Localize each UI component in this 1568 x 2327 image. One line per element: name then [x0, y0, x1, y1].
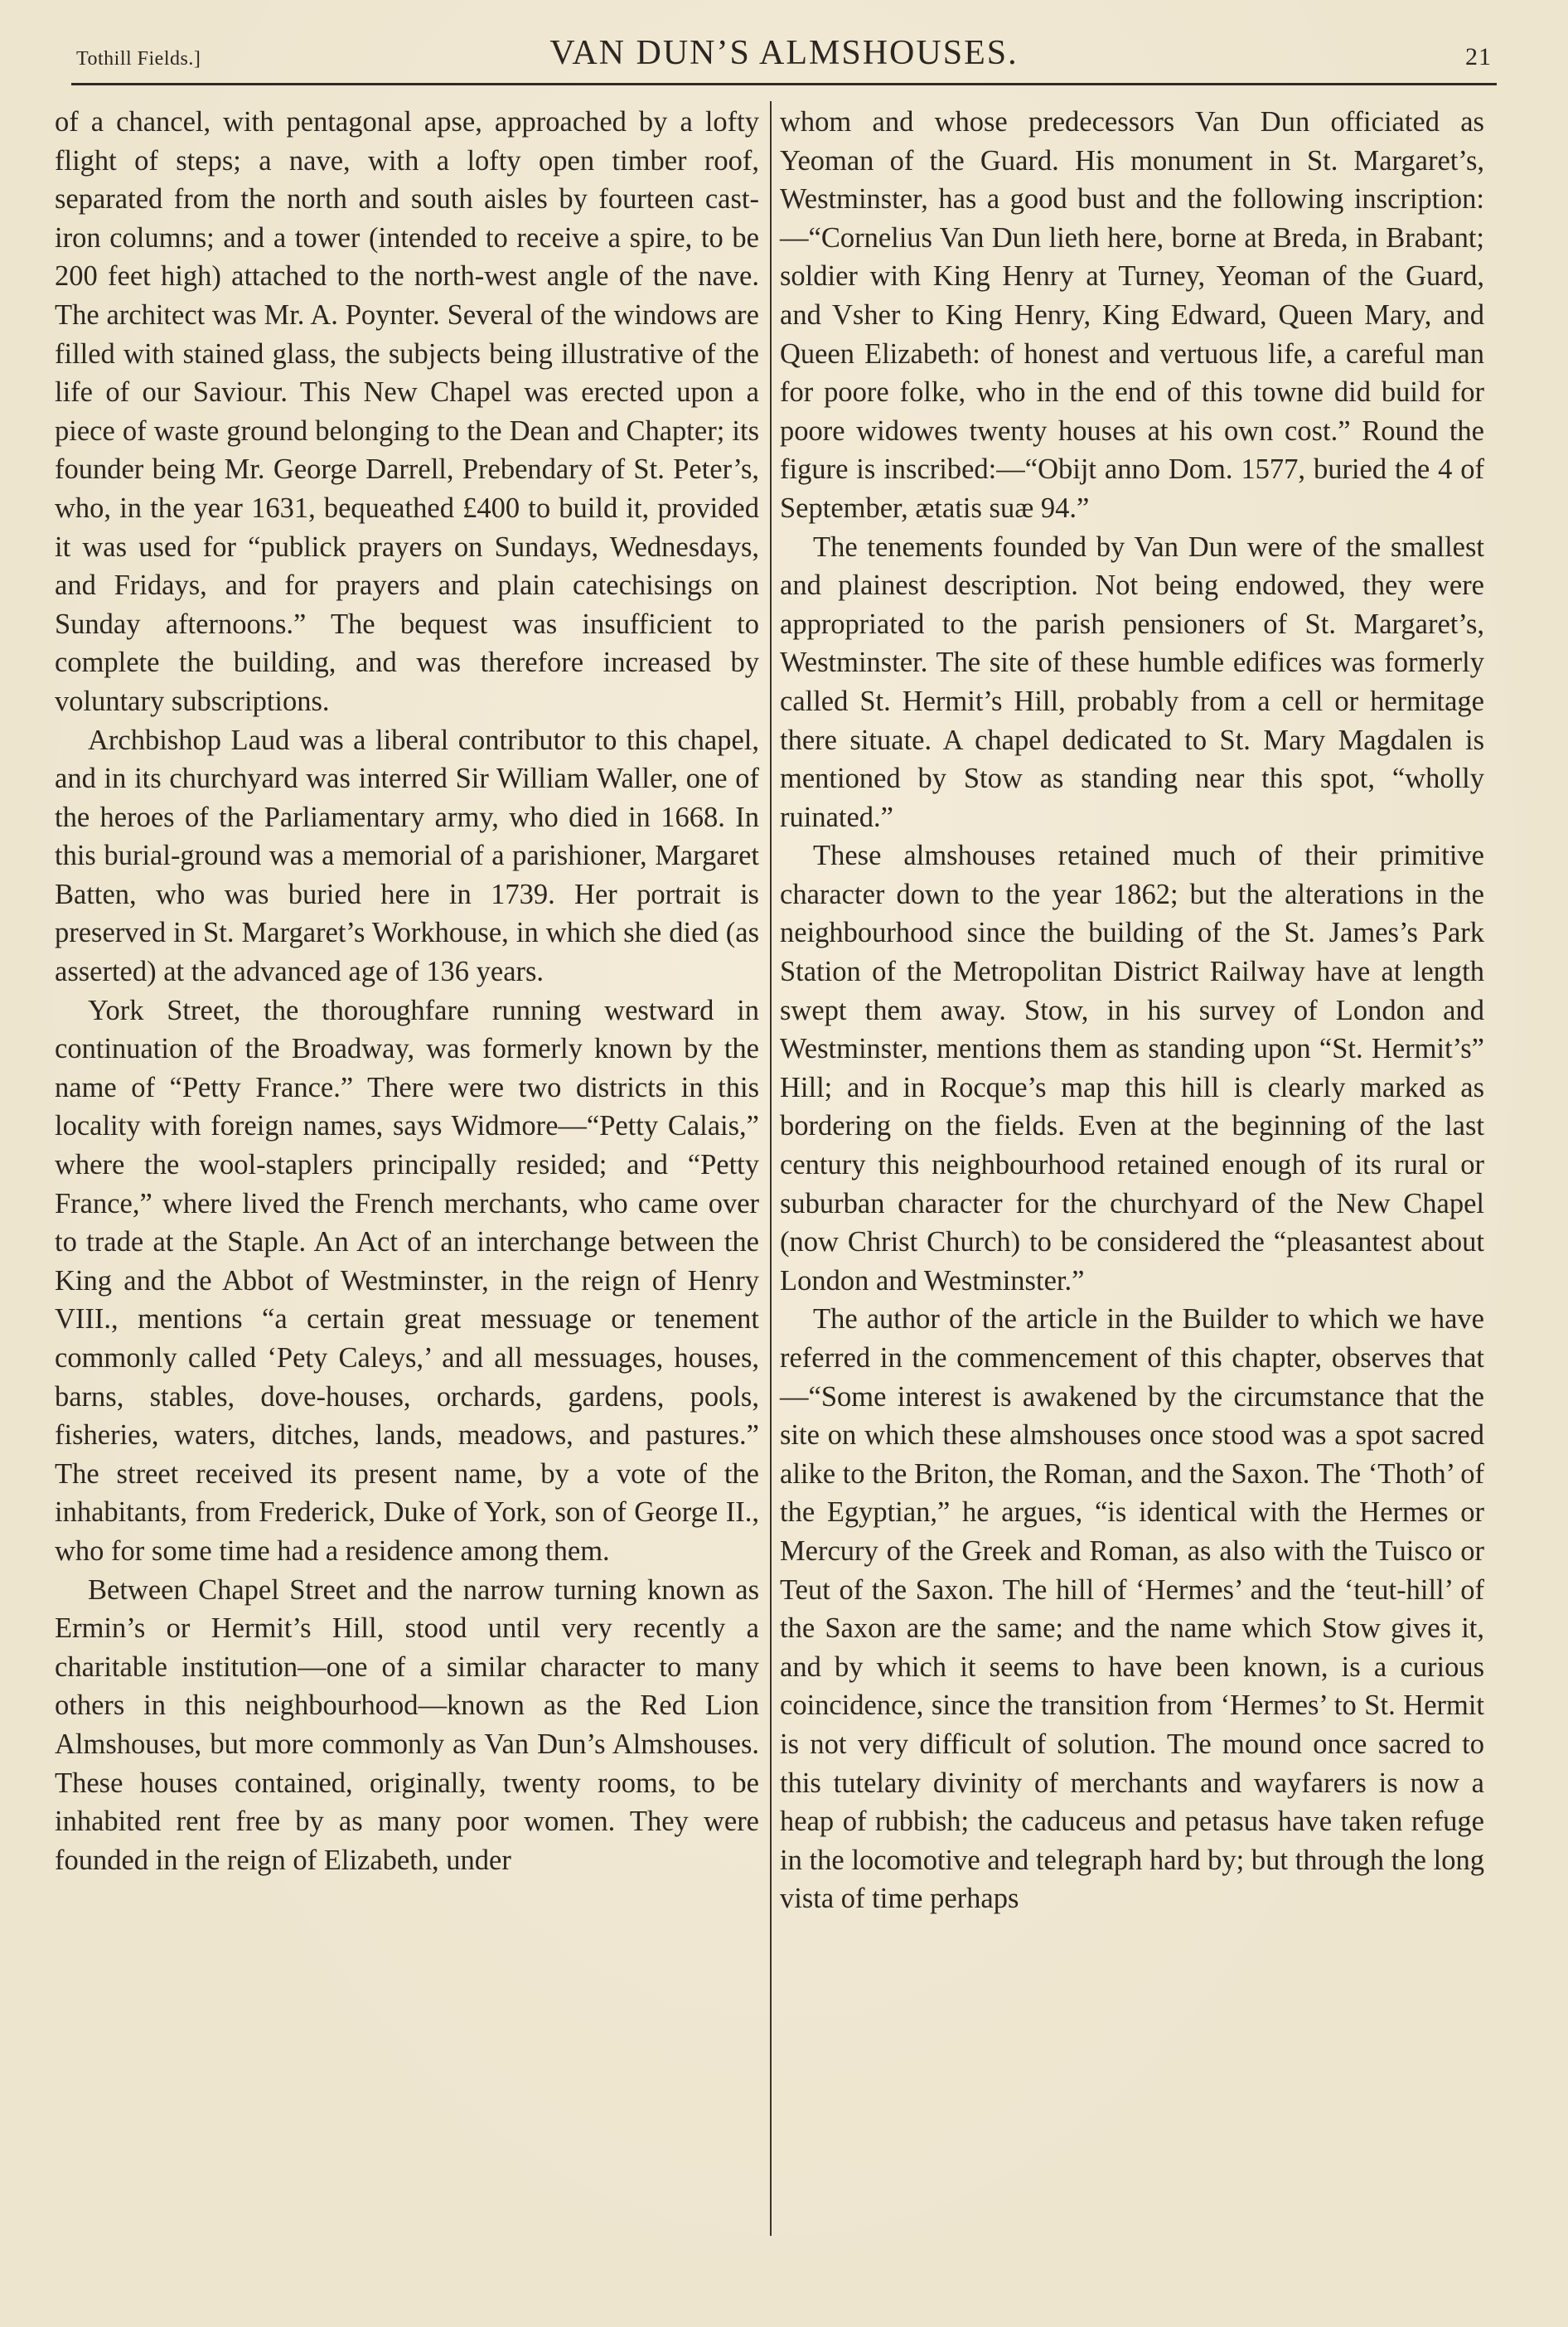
- right-column: [780, 103, 1484, 1918]
- paragraph: of a chancel, with pentagonal apse, approached by a lofty flight of steps; a nave, with a lofty open timber roof, separated from the north and south aisles by fourteen cast-iron columns; and a tower (intended to receive a spire, to be 200 feet high) attached to the north-west angle of the nave. The architect was Mr. A. Poynter. Several of the windows are filled with stained glass, the subjects being illustrative of the life of our Saviour. This New Chapel was erected upon a piece of waste ground belonging to the Dean and Chapter; its founder being Mr. George Darrell, Prebendary of St. Peter’s, who, in the year 1631, bequeathed £400 to build it, provided it was used for “publick prayers on Sundays, Wednesdays, and Fridays, and for prayers and plain catechisings on Sunday afternoons.” The bequest was insufficient to complete the building, and was therefore increased by voluntary subscriptions.: [55, 106, 759, 717]
- paragraph: Archbishop Laud was a liberal contributor to this chapel, and in its churchyard was interred Sir William Waller, one of the heroes of the Parliamentary army, who died in 1668. In this burial-ground was a memorial of a parishioner, Margaret Batten, who was buried here in 1739. Her portrait is preserved in St. Margaret’s Workhouse, in which she died (as asserted) at the advanced age of 136 years.: [55, 724, 759, 988]
- page-title: VAN DUN’S ALMSHOUSES.: [549, 34, 1019, 72]
- header-rule: [71, 83, 1497, 85]
- paragraph: The tenements founded by Van Dun were of the smallest and plainest description. Not being endowed, they were appropriated to the parish pensioners of St. Margaret’s, Westminster. The site of these humble edifices was formerly called St. Hermit’s Hill, probably from a cell or hermitage there situate. A chapel dedicated to St. Mary Magdalen is mentioned by Stow as standing near this spot, “wholly ruinated.”: [780, 531, 1484, 833]
- paragraph: These almshouses retained much of their primitive character down to the year 1862; but the alterations in the neighbourhood since the building of the St. James’s Park Station of the Metropolitan District Railway have at length swept them away. Stow, in his survey of London and Westminster, mentions them as standing upon “St. Hermit’s” Hill; and in Rocque’s map this hill is clearly marked as bordering on the fields. Even at the beginning of the last century this neighbourhood retained enough of its rural or suburban character for the churchyard of the New Chapel (now Christ Church) to be considered the “pleasantest about London and Westminster.”: [780, 840, 1484, 1297]
- left-column: [55, 103, 759, 1879]
- paragraph: York Street, the thoroughfare running westward in continuation of the Broadway, was formerly known by the name of “Petty France.” There were two districts in this locality with foreign names, says Widmore—“Petty Calais,” where the wool-staplers principally resided; and “Petty France,” where lived the French merchants, who came over to trade at the Staple. An Act of an interchange between the King and the Abbot of Westminster, in the reign of Henry VIII., mentions “a certain great messuage or tenement commonly called ‘Pety Caleys,’ and all messuages, houses, barns, stables, dove-houses, orchards, gardens, pools, fisheries, waters, ditches, lands, meadows, and pastures.” The street received its present name, by a vote of the inhabitants, from Frederick, Duke of York, son of George II., who for some time had a residence among them.: [55, 994, 759, 1567]
- paragraph: Between Chapel Street and the narrow turning known as Ermin’s or Hermit’s Hill, stood until very recently a charitable institution—one of a similar character to many others in this neighbourhood—known as the Red Lion Almshouses, but more commonly as Van Dun’s Almshouses. These houses contained, originally, twenty rooms, to be inhabited rent free by as many poor women. They were founded in the reign of Elizabeth, under: [55, 1573, 759, 1876]
- section-reference: Tothill Fields.]: [76, 48, 201, 70]
- running-head: [76, 33, 1492, 83]
- page-number: 21: [1465, 43, 1492, 70]
- column-divider: [770, 101, 772, 2236]
- paragraph: The author of the article in the Builder to which we have referred in the commencement of this chapter, observes that—“Some interest is awakened by the circumstance that the site on which these almshouses once stood was a spot sacred alike to the Briton, the Roman, and the Saxon. The ‘Thoth’ of the Egyptian,” he argues, “is identical with the Hermes or Mercury of the Greek and Roman, as also with the Tuisco or Teut of the Saxon. The hill of ‘Hermes’ and the ‘teut-hill’ of the Saxon are the same; and the name which Stow gives it, and by which it seems to have been known, is a curious coincidence, since the transition from ‘Hermes’ to St. Hermit is not very difficult of solution. The mound once sacred to this tutelary divinity of merchants and wayfarers is now a heap of rubbish; the caduceus and petasus have taken refuge in the locomotive and telegraph hard by; but through the long vista of time perhaps: [780, 1303, 1484, 1915]
- paragraph: whom and whose predecessors Van Dun officiated as Yeoman of the Guard. His monument in St. Margaret’s, Westminster, has a good bust and the following inscription:—“Cornelius Van Dun lieth here, borne at Breda, in Brabant; soldier with King Henry at Turney, Yeoman of the Guard, and Vsher to King Henry, King Edward, Queen Mary, and Queen Elizabeth: of honest and vertuous life, a careful man for poore folke, who in the end of this towne did build for poore widowes twenty houses at his own cost.” Round the figure is inscribed:—“Obijt anno Dom. 1577, buried the 4 of September, ætatis suæ 94.”: [780, 106, 1484, 524]
